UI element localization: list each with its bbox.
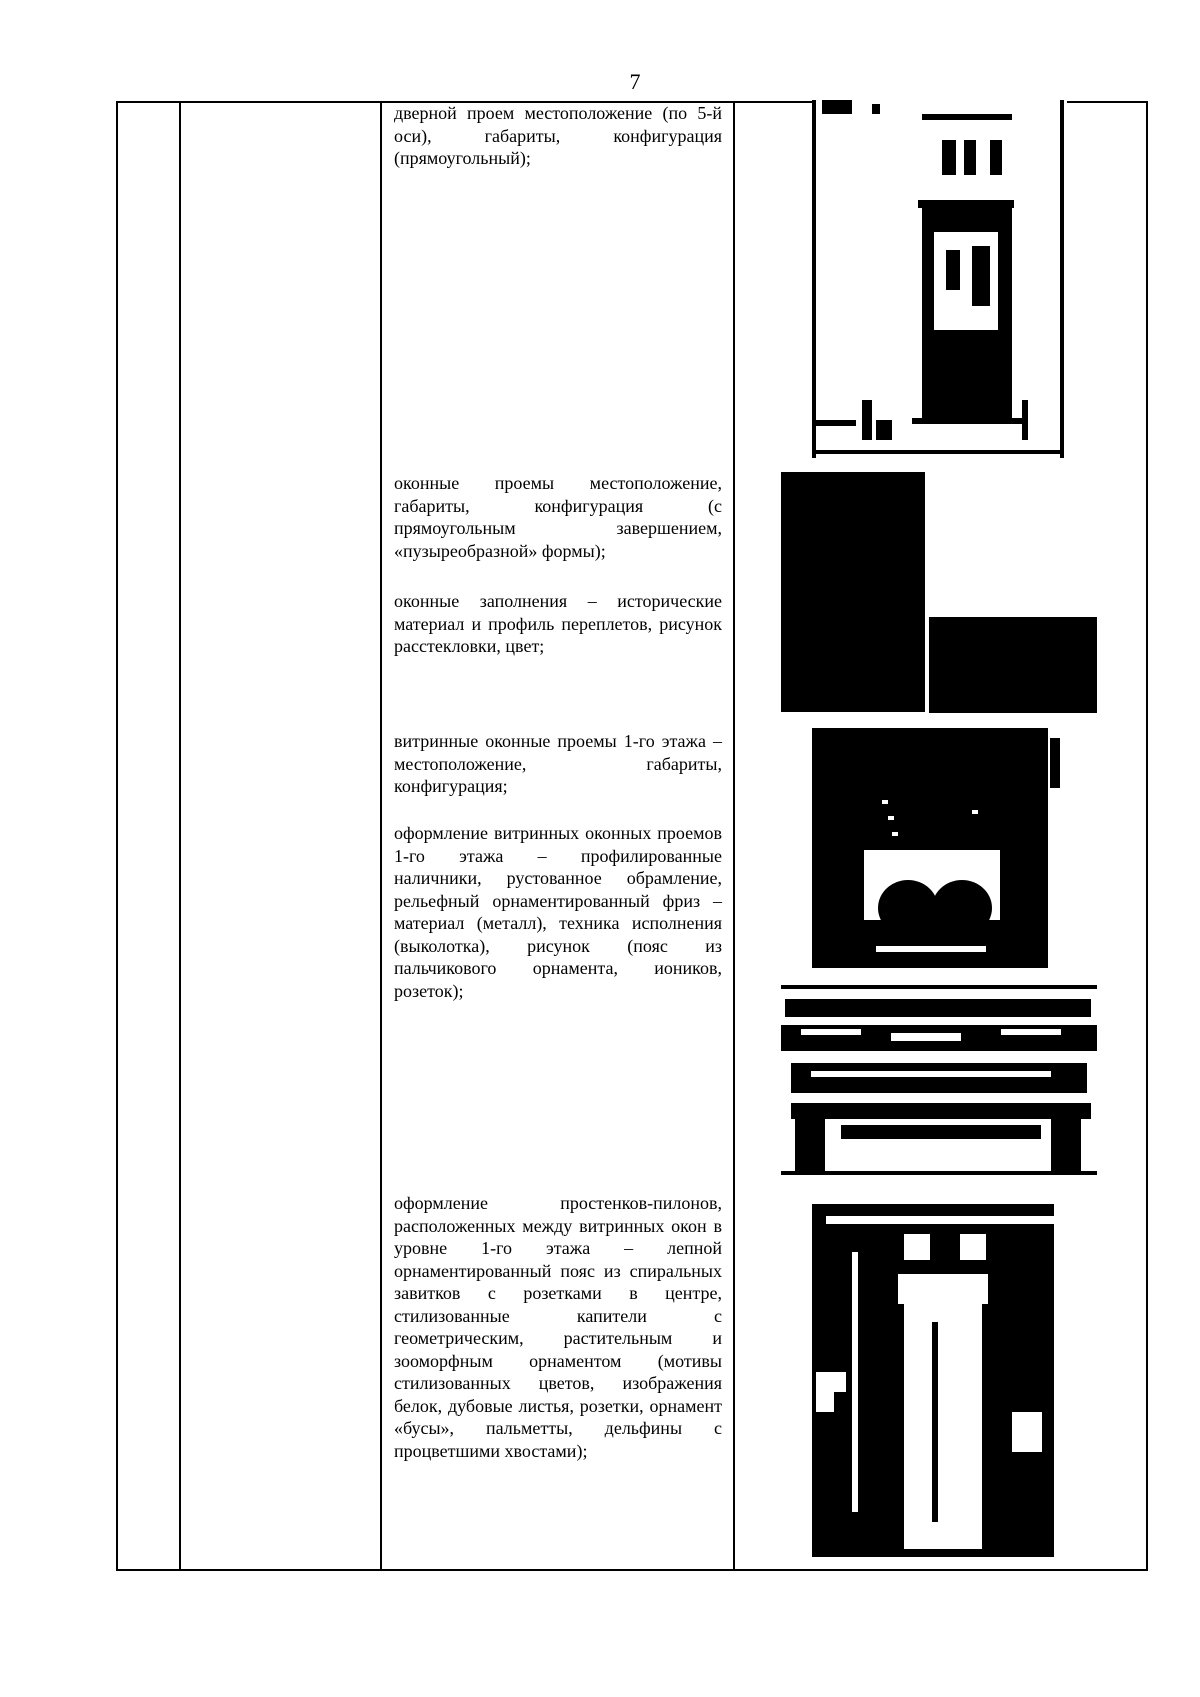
- column-divider-1: [179, 101, 181, 1571]
- shop-window-decor-description: оформление витринных оконных проемов 1-го этажа – профилированные наличники, рустованное обрамление, рельефный орнаментированный фриз – материал (металл), техника исполнения (выколотка), рисунок (пояс из пальчикового орнамента, иоников, розеток);: [394, 823, 722, 1001]
- pylon-photo: [812, 1192, 1074, 1557]
- pylons-description: оформление простенков-пилонов, расположенных между витринных окон в уровне 1-го этажа – лепной орнаментированный пояс из спиральных завитков с розетками в центре, стилизованные капители с геометрическим, растительным и зооморфным орнаментом (мотивы стилизованных цветов, изображения белок, дубовые листья, розетки, орнамент «бусы», пальметты, дельфины с процветшими хвостами);: [394, 1193, 722, 1461]
- row-shop-windows-text: [394, 730, 722, 798]
- shop-window-photo: [812, 728, 1062, 968]
- row-shop-window-decor-text: [394, 822, 722, 1002]
- shop-windows-description: витринные оконные проемы 1-го этажа – местоположение, габариты, конфигурация;: [394, 731, 722, 796]
- window-photo-left: [781, 472, 925, 712]
- door-photo: [812, 100, 1067, 458]
- page-number: 7: [629, 69, 641, 94]
- column-divider-3: [733, 101, 735, 1571]
- window-fillings-description: оконные заполнения – исторические материал и профиль переплетов, рисунок расстекловки, цвет;: [394, 591, 722, 656]
- window-openings-description: оконные проемы местоположение, габариты, конфигурация (с прямоугольным завершением, «пузыреобразной» формы);: [394, 473, 722, 561]
- frieze-photo: [781, 985, 1097, 1175]
- column-divider-2: [380, 101, 382, 1571]
- row-door-text: [394, 102, 722, 170]
- window-photo-right: [929, 617, 1097, 713]
- row-window-fillings-text: [394, 590, 722, 658]
- row-pylons-text: [394, 1192, 722, 1462]
- row-window-openings-text: [394, 472, 722, 562]
- door-description: дверной проем местоположение (по 5-й оси), габариты, конфигурация (прямоугольный);: [394, 103, 722, 168]
